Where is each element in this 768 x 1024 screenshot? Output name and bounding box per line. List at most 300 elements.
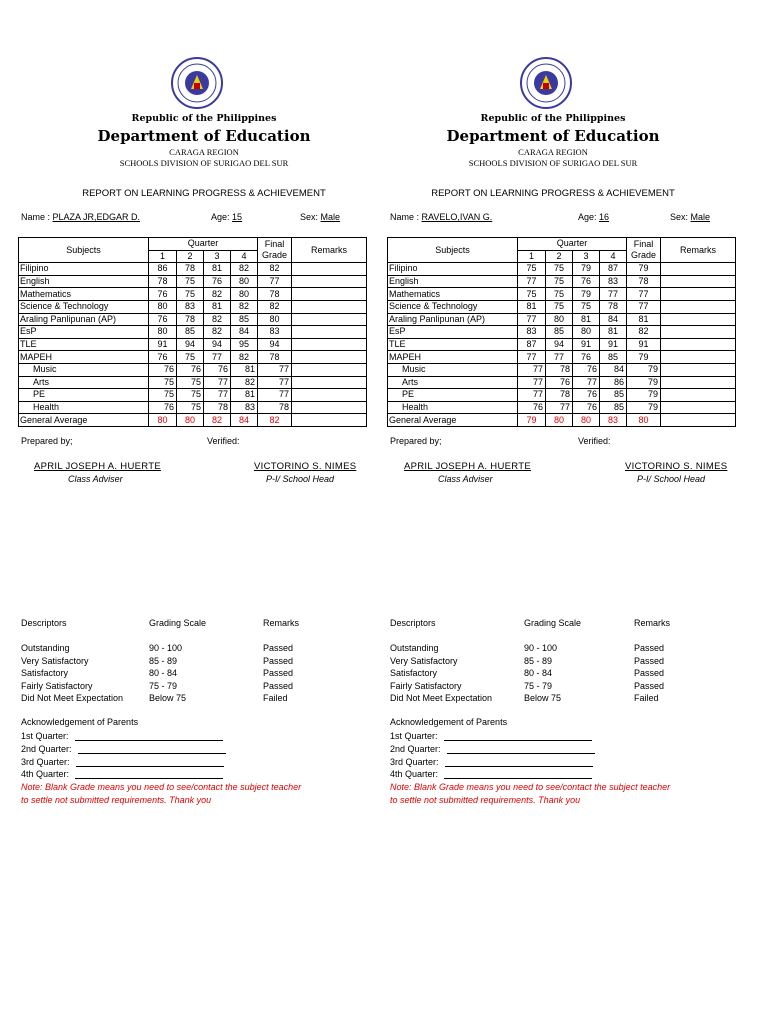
- grade-cell: 75: [149, 376, 177, 389]
- table-row: [388, 401, 736, 414]
- grade-cell: 75: [546, 300, 573, 313]
- ack-q1-line: [444, 732, 592, 741]
- remarks-cell: [292, 414, 367, 427]
- grade-cell: 85: [546, 326, 573, 339]
- grade-cell: 82: [204, 326, 231, 339]
- grade-cell: 85: [600, 401, 627, 414]
- prepared-by-label: Prepared by;: [21, 436, 73, 446]
- scale-range: Below 75: [524, 693, 562, 703]
- grade-cell: 91: [149, 338, 177, 351]
- table-row: [388, 288, 736, 301]
- subjects-header: Subjects: [388, 238, 518, 263]
- grade-cell: 83: [231, 401, 258, 414]
- grades-table: [18, 237, 367, 427]
- grade-cell: 94: [204, 338, 231, 351]
- grade-cell: 75: [546, 263, 573, 276]
- table-row: [19, 275, 367, 288]
- remarks-cell: [661, 351, 736, 364]
- general-average-row: [19, 414, 367, 427]
- final-grade-cell: 82: [258, 263, 292, 276]
- subject-cell: EsP: [388, 326, 518, 339]
- grade-cell: 86: [149, 263, 177, 276]
- ack-q3-label: 3rd Quarter:: [390, 757, 439, 767]
- final-header-line1: Final: [264, 239, 285, 250]
- grade-cell: 81: [573, 313, 600, 326]
- remarks-cell: [661, 313, 736, 326]
- subjects-header: Subjects: [19, 238, 149, 263]
- remarks-cell: [661, 414, 736, 427]
- grade-cell: 82: [231, 351, 258, 364]
- report-card: [18, 0, 390, 1024]
- descriptors-header: Descriptors: [21, 618, 67, 628]
- scale-remark: Failed: [263, 693, 288, 703]
- student-name: RAVELO,IVAN G.: [421, 212, 493, 222]
- quarter-header: Quarter: [149, 238, 258, 251]
- table-header-row: [388, 238, 736, 251]
- scale-remark: Passed: [634, 643, 665, 653]
- grade-cell: 84: [600, 363, 627, 376]
- quarter-number-header: 3: [573, 250, 600, 263]
- sex-row: [300, 212, 340, 222]
- table-row: [19, 401, 367, 414]
- ack-q2-line: [78, 745, 226, 754]
- remarks-cell: [661, 363, 736, 376]
- ack-q3: [21, 757, 224, 767]
- grade-cell: 83: [177, 300, 204, 313]
- grade-cell: 75: [177, 389, 204, 402]
- ack-q1-label: 1st Quarter:: [390, 731, 438, 741]
- ack-q4-line: [444, 770, 592, 779]
- remarks-cell: [292, 363, 367, 376]
- final-grade-cell: 79: [627, 363, 661, 376]
- grade-cell: 76: [204, 363, 231, 376]
- ack-q2: [21, 744, 226, 754]
- quarter-header: Quarter: [518, 238, 627, 251]
- grade-cell: 80: [149, 300, 177, 313]
- grade-cell: 76: [149, 363, 177, 376]
- grade-cell: 86: [600, 376, 627, 389]
- deped-seal-icon: [171, 57, 223, 109]
- grade-cell: 87: [518, 338, 546, 351]
- grade-cell: 76: [546, 376, 573, 389]
- grade-cell: 75: [177, 351, 204, 364]
- final-grade-header: [627, 238, 661, 263]
- table-row: [388, 326, 736, 339]
- scale-range: 85 - 89: [524, 655, 553, 666]
- scale-range: 80 - 84: [149, 668, 178, 678]
- grade-cell: 80: [231, 275, 258, 288]
- verified-label: Verified:: [207, 436, 240, 446]
- remarks-header: Remarks: [634, 618, 671, 628]
- ack-q1-line: [75, 732, 223, 741]
- grade-cell: 82: [204, 313, 231, 326]
- report-title: REPORT ON LEARNING PROGRESS & ACHIEVEMENT: [431, 188, 675, 199]
- grade-cell: 75: [518, 288, 546, 301]
- final-grade-cell: 78: [627, 275, 661, 288]
- grade-cell: 79: [573, 263, 600, 276]
- ack-q3-line: [445, 758, 593, 767]
- grade-cell: 76: [177, 363, 204, 376]
- remarks-cell: [292, 263, 367, 276]
- grade-cell: 85: [231, 313, 258, 326]
- verified-label: Verified:: [578, 436, 611, 446]
- table-row: [19, 288, 367, 301]
- subject-cell: Health: [19, 401, 149, 414]
- acknowledgement-title: Acknowledgement of Parents: [390, 717, 508, 727]
- grade-cell: 81: [231, 389, 258, 402]
- department-heading: Department of Education: [97, 127, 311, 145]
- grade-cell: 85: [600, 389, 627, 402]
- table-row: [19, 338, 367, 351]
- remarks-cell: [292, 300, 367, 313]
- remarks-cell: [661, 376, 736, 389]
- scale-descriptor: Outstanding: [21, 643, 70, 653]
- age-row: [211, 212, 242, 222]
- final-grade-cell: 79: [627, 389, 661, 402]
- final-grade-cell: 80: [258, 313, 292, 326]
- republic-heading: Republic of the Philippines: [480, 113, 626, 124]
- final-grade-cell: 77: [627, 300, 661, 313]
- final-grade-cell: 79: [627, 351, 661, 364]
- grade-cell: 83: [600, 275, 627, 288]
- grade-cell: 76: [204, 275, 231, 288]
- grade-cell: 81: [600, 326, 627, 339]
- ack-q4: [21, 769, 223, 779]
- table-header-row: [19, 238, 367, 251]
- grade-cell: 81: [204, 263, 231, 276]
- scale-descriptor: Fairly Satisfactory: [390, 680, 462, 691]
- remarks-cell: [661, 401, 736, 414]
- grade-cell: 77: [546, 351, 573, 364]
- name-label: Name :: [21, 212, 51, 222]
- age-label: Age:: [211, 212, 230, 222]
- grade-cell: 78: [177, 263, 204, 276]
- grade-cell: 82: [231, 300, 258, 313]
- scale-range: 75 - 79: [524, 680, 553, 691]
- grade-cell: 77: [518, 389, 546, 402]
- final-grade-cell: 79: [627, 376, 661, 389]
- grade-cell: 75: [177, 275, 204, 288]
- grade-cell: 75: [177, 288, 204, 301]
- general-average-cell: 82: [204, 414, 231, 427]
- quarter-number-header: 4: [231, 250, 258, 263]
- grade-cell: 80: [573, 326, 600, 339]
- scale-remark: Passed: [634, 668, 665, 678]
- grade-cell: 76: [149, 351, 177, 364]
- final-header-line1: Final: [633, 239, 654, 250]
- grade-cell: 76: [573, 275, 600, 288]
- scale-descriptor: Satisfactory: [390, 668, 438, 678]
- subject-cell: EsP: [19, 326, 149, 339]
- scale-range: 90 - 100: [149, 643, 183, 653]
- grade-cell: 84: [231, 326, 258, 339]
- ack-q3: [390, 757, 593, 767]
- grade-cell: 76: [573, 389, 600, 402]
- student-age: 15: [232, 212, 243, 222]
- remarks-header: Remarks: [263, 618, 300, 628]
- grade-cell: 85: [600, 351, 627, 364]
- final-grade-header: [258, 238, 292, 263]
- grading-scale-header: Grading Scale: [524, 618, 582, 628]
- remarks-cell: [292, 389, 367, 402]
- subject-cell: Music: [388, 363, 518, 376]
- subject-cell: Arts: [19, 376, 149, 389]
- sex-row: [670, 212, 710, 222]
- general-average-cell: 84: [231, 414, 258, 427]
- grade-cell: 77: [573, 376, 600, 389]
- subject-cell: Mathematics: [388, 288, 518, 301]
- scale-remark: Passed: [634, 680, 665, 691]
- ack-q4-label: 4th Quarter:: [390, 769, 439, 779]
- grade-cell: 76: [573, 363, 600, 376]
- table-row: [388, 351, 736, 364]
- table-row: [388, 338, 736, 351]
- grade-cell: 82: [204, 288, 231, 301]
- grade-cell: 79: [573, 288, 600, 301]
- grade-cell: 81: [204, 300, 231, 313]
- table-row: [388, 275, 736, 288]
- ack-q2-line: [447, 745, 595, 754]
- sex-label: Sex:: [670, 212, 689, 222]
- remarks-cell: [661, 275, 736, 288]
- grade-cell: 78: [546, 363, 573, 376]
- grade-cell: 76: [573, 401, 600, 414]
- quarter-number-header: 2: [546, 250, 573, 263]
- scale-remark: Passed: [263, 680, 294, 691]
- table-row: [388, 263, 736, 276]
- final-header-line2: Grade: [630, 250, 656, 261]
- student-age: 16: [599, 212, 610, 222]
- region-heading: CARAGA REGION: [169, 147, 239, 157]
- grade-cell: 76: [149, 313, 177, 326]
- subject-cell: TLE: [19, 338, 149, 351]
- department-heading: Department of Education: [446, 127, 660, 145]
- ack-q2: [390, 744, 595, 754]
- final-grade-cell: 83: [258, 326, 292, 339]
- scale-remark: Passed: [263, 643, 294, 653]
- general-average-cell: 80: [546, 414, 573, 427]
- grade-cell: 76: [518, 401, 546, 414]
- ack-q2-label: 2nd Quarter:: [21, 744, 72, 754]
- ack-q1-label: 1st Quarter:: [21, 731, 69, 741]
- scale-descriptor: Fairly Satisfactory: [21, 680, 93, 691]
- grade-cell: 77: [518, 363, 546, 376]
- grade-cell: 75: [546, 275, 573, 288]
- sex-label: Sex:: [300, 212, 319, 222]
- student-sex: Male: [690, 212, 711, 222]
- grade-cell: 78: [149, 275, 177, 288]
- general-average-final: 82: [258, 414, 292, 427]
- final-grade-cell: 79: [627, 263, 661, 276]
- scale-range: Below 75: [149, 693, 187, 703]
- table-row: [388, 389, 736, 402]
- final-grade-cell: 79: [627, 401, 661, 414]
- grade-cell: 75: [149, 389, 177, 402]
- division-heading: SCHOOLS DIVISION OF SURIGAO DEL SUR: [119, 158, 289, 168]
- scale-descriptor: Very Satisfactory: [21, 655, 89, 666]
- table-row: [388, 363, 736, 376]
- remarks-header: Remarks: [292, 238, 367, 263]
- note-line-1: Note: Blank Grade means you need to see/contact the subject teacher: [390, 782, 671, 792]
- general-average-label: General Average: [388, 414, 518, 427]
- scale-descriptor: Very Satisfactory: [390, 655, 458, 666]
- general-average-label: General Average: [19, 414, 149, 427]
- head-role: P-I/ School Head: [266, 474, 335, 484]
- grade-cell: 77: [204, 351, 231, 364]
- general-average-cell: 80: [177, 414, 204, 427]
- remarks-cell: [661, 389, 736, 402]
- scale-range: 90 - 100: [524, 643, 558, 653]
- subject-cell: MAPEH: [19, 351, 149, 364]
- final-grade-cell: 81: [627, 313, 661, 326]
- table-row: [19, 389, 367, 402]
- ack-q3-line: [76, 758, 224, 767]
- table-row: [19, 363, 367, 376]
- student-sex: Male: [320, 212, 341, 222]
- grade-cell: 77: [204, 376, 231, 389]
- descriptors-header: Descriptors: [390, 618, 436, 628]
- ack-q1: [21, 731, 223, 741]
- subject-cell: Music: [19, 363, 149, 376]
- prepared-by-label: Prepared by;: [390, 436, 442, 446]
- subject-cell: English: [19, 275, 149, 288]
- quarter-number-header: 4: [600, 250, 627, 263]
- note-line-1: Note: Blank Grade means you need to see/contact the subject teacher: [21, 782, 302, 792]
- subject-cell: English: [388, 275, 518, 288]
- republic-heading: Republic of the Philippines: [131, 113, 277, 124]
- region-heading: CARAGA REGION: [518, 147, 588, 157]
- grade-cell: 76: [573, 351, 600, 364]
- table-row: [19, 263, 367, 276]
- grade-cell: 78: [600, 300, 627, 313]
- scale-range: 85 - 89: [149, 655, 178, 666]
- remarks-cell: [292, 288, 367, 301]
- grade-cell: 77: [204, 389, 231, 402]
- table-row: [19, 300, 367, 313]
- adviser-name: APRIL JOSEPH A. HUERTE: [404, 461, 531, 472]
- quarter-number-header: 1: [149, 250, 177, 263]
- remarks-cell: [292, 275, 367, 288]
- final-grade-cell: 82: [258, 300, 292, 313]
- subject-cell: Science & Technology: [19, 300, 149, 313]
- acknowledgement-title: Acknowledgement of Parents: [21, 717, 139, 727]
- grade-cell: 77: [546, 401, 573, 414]
- subject-cell: Araling Panlipunan (AP): [19, 313, 149, 326]
- remarks-cell: [661, 326, 736, 339]
- ack-q1: [390, 731, 592, 741]
- final-grade-cell: 78: [258, 288, 292, 301]
- grade-cell: 78: [546, 389, 573, 402]
- grade-cell: 95: [231, 338, 258, 351]
- subject-cell: MAPEH: [388, 351, 518, 364]
- grade-cell: 75: [573, 300, 600, 313]
- report-title: REPORT ON LEARNING PROGRESS & ACHIEVEMENT: [82, 188, 326, 199]
- grade-cell: 91: [600, 338, 627, 351]
- final-grade-cell: 77: [258, 389, 292, 402]
- final-grade-cell: 77: [627, 288, 661, 301]
- scale-range: 80 - 84: [524, 668, 553, 678]
- ack-q4: [390, 769, 592, 779]
- ack-q2-label: 2nd Quarter:: [390, 744, 441, 754]
- table-row: [388, 376, 736, 389]
- quarter-number-header: 1: [518, 250, 546, 263]
- grade-cell: 80: [231, 288, 258, 301]
- remarks-header: Remarks: [661, 238, 736, 263]
- ack-q3-label: 3rd Quarter:: [21, 757, 70, 767]
- final-grade-cell: 91: [627, 338, 661, 351]
- subject-cell: Mathematics: [19, 288, 149, 301]
- subject-cell: TLE: [388, 338, 518, 351]
- final-grade-cell: 77: [258, 363, 292, 376]
- remarks-cell: [292, 376, 367, 389]
- grade-cell: 77: [518, 376, 546, 389]
- grade-cell: 94: [546, 338, 573, 351]
- scale-remark: Passed: [263, 668, 294, 678]
- grade-cell: 77: [518, 275, 546, 288]
- remarks-cell: [292, 326, 367, 339]
- grade-cell: 85: [177, 326, 204, 339]
- final-grade-cell: 94: [258, 338, 292, 351]
- remarks-cell: [292, 401, 367, 414]
- subject-cell: Health: [388, 401, 518, 414]
- adviser-role: Class Adviser: [68, 474, 123, 484]
- grade-cell: 82: [231, 376, 258, 389]
- grade-cell: 94: [177, 338, 204, 351]
- grades-table: [387, 237, 736, 427]
- subject-cell: Araling Panlipunan (AP): [388, 313, 518, 326]
- name-row: [21, 212, 140, 222]
- age-row: [578, 212, 609, 222]
- remarks-cell: [292, 351, 367, 364]
- final-header-line2: Grade: [261, 250, 287, 261]
- grade-cell: 77: [518, 351, 546, 364]
- general-average-cell: 79: [518, 414, 546, 427]
- grade-cell: 82: [231, 263, 258, 276]
- deped-seal-icon: [520, 57, 572, 109]
- grade-cell: 83: [518, 326, 546, 339]
- division-heading: SCHOOLS DIVISION OF SURIGAO DEL SUR: [468, 158, 638, 168]
- grade-cell: 80: [149, 326, 177, 339]
- final-grade-cell: 78: [258, 351, 292, 364]
- grade-cell: 77: [518, 313, 546, 326]
- adviser-name: APRIL JOSEPH A. HUERTE: [34, 461, 161, 472]
- grade-cell: 78: [204, 401, 231, 414]
- grade-cell: 84: [600, 313, 627, 326]
- table-row: [19, 313, 367, 326]
- table-row: [19, 376, 367, 389]
- remarks-cell: [661, 338, 736, 351]
- quarter-number-header: 3: [204, 250, 231, 263]
- scale-remark: Passed: [263, 655, 294, 666]
- ack-q4-label: 4th Quarter:: [21, 769, 70, 779]
- subject-cell: PE: [388, 389, 518, 402]
- ack-q4-line: [75, 770, 223, 779]
- scale-descriptor: Outstanding: [390, 643, 439, 653]
- scale-range: 75 - 79: [149, 680, 178, 691]
- grade-cell: 87: [600, 263, 627, 276]
- grade-cell: 91: [573, 338, 600, 351]
- adviser-role: Class Adviser: [438, 474, 493, 484]
- scale-descriptor: Did Not Meet Expectation: [21, 693, 124, 703]
- scale-remark: Failed: [634, 693, 659, 703]
- general-average-cell: 83: [600, 414, 627, 427]
- scale-descriptor: Did Not Meet Expectation: [390, 693, 493, 703]
- name-label: Name :: [390, 212, 420, 222]
- general-average-cell: 80: [573, 414, 600, 427]
- remarks-cell: [661, 263, 736, 276]
- general-average-row: [388, 414, 736, 427]
- table-row: [388, 313, 736, 326]
